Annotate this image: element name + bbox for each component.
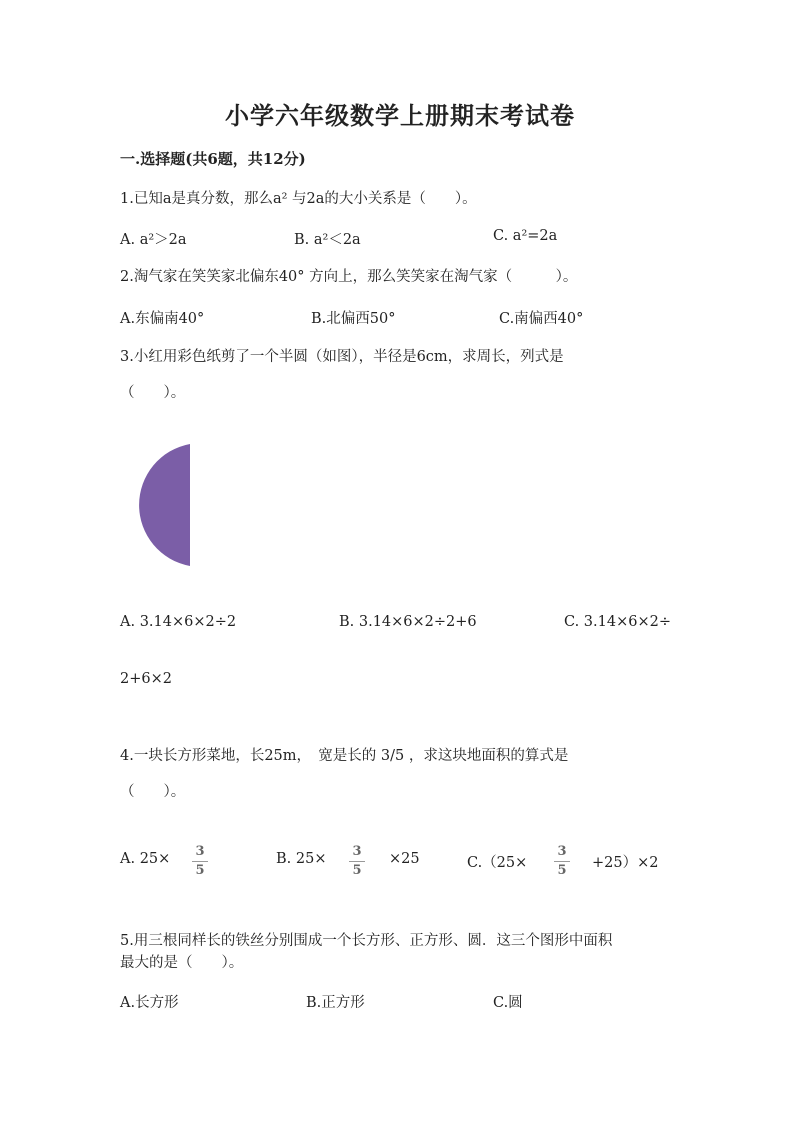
question-2-option-c: C.南偏西40°	[499, 311, 584, 327]
question-3-option-c-continued: 2+6×2	[120, 671, 172, 687]
question-1-stem: 1.已知a是真分数，那么a² 与2a的大小关系是（ ）。	[120, 191, 477, 207]
question-4-option-c-prefix: C.（25×	[467, 855, 528, 871]
question-4-option-b-suffix: ×25	[389, 851, 420, 867]
fraction-three-fifths	[192, 845, 208, 878]
fraction-three-fifths	[554, 845, 570, 878]
question-2-option-a: A.东偏南40°	[120, 311, 205, 327]
fraction-numerator: 3	[557, 844, 567, 859]
question-5-option-c: C.圆	[493, 995, 523, 1011]
section-heading: 一.选择题(共6题，共12分)	[120, 150, 306, 168]
question-4-stem-line1: 4.一块长方形菜地，长25m， 宽是长的 3/5 ，求这块地面积的算式是	[120, 748, 569, 764]
question-4-option-c-suffix: +25）×2	[592, 855, 659, 871]
question-3-option-a: A. 3.14×6×2÷2	[120, 614, 237, 630]
question-3-stem-line2: （ ）。	[120, 385, 186, 401]
question-4-option-b-prefix: B. 25×	[276, 851, 327, 867]
question-5-option-a: A.长方形	[120, 995, 179, 1011]
question-5-stem-line1: 5.用三根同样长的铁丝分别围成一个长方形、正方形、圆．这三个图形中面积	[120, 933, 613, 949]
fraction-numerator: 3	[195, 844, 205, 859]
question-1-option-b: B. a²＜2a	[294, 232, 361, 248]
fraction-denominator: 5	[195, 863, 205, 878]
fraction-numerator: 3	[352, 844, 362, 859]
question-5-option-b: B.正方形	[306, 995, 365, 1011]
semicircle-figure	[128, 442, 194, 568]
question-3-option-c: C. 3.14×6×2÷	[564, 614, 671, 630]
fraction-denominator: 5	[352, 863, 362, 878]
question-3-option-b: B. 3.14×6×2÷2+6	[339, 614, 477, 630]
question-1-option-a: A. a²＞2a	[120, 232, 187, 248]
question-2-option-b: B.北偏西50°	[311, 311, 396, 327]
question-5-stem-line2: 最大的是（ ）。	[120, 955, 244, 971]
semicircle-shape	[139, 444, 190, 566]
page-title: 小学六年级数学上册期末考试卷	[225, 101, 575, 130]
question-3-stem-line1: 3.小红用彩色纸剪了一个半圆（如图），半径是6cm，求周长，列式是	[120, 349, 564, 365]
fraction-three-fifths	[349, 845, 365, 878]
question-2-stem: 2.淘气家在笑笑家北偏东40° 方向上，那么笑笑家在淘气家（ ）。	[120, 269, 578, 285]
question-1-option-c: C. a²=2a	[493, 228, 558, 244]
question-4-stem-line2: （ ）。	[120, 784, 186, 800]
fraction-denominator: 5	[557, 863, 567, 878]
question-4-option-a-prefix: A. 25×	[120, 851, 171, 867]
